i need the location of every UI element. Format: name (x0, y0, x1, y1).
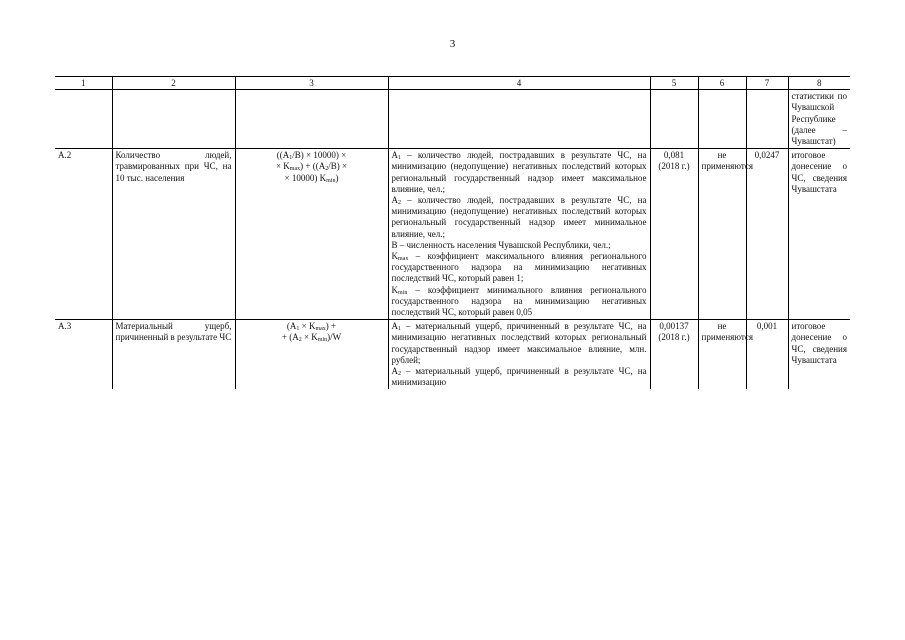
description-item-kmax: $K_{max}$ – коэффициент максимального влияния регионального государственного надзора на минимизацию негативных последствий ЧС, который равен 1; (391, 251, 647, 284)
indicator-description (388, 149, 650, 320)
data-source-cell: статистики по Чувашской Республике (далее – Чувашстат) (788, 90, 850, 149)
description-item-kmin: $K_{min}$ – коэффициент минимального влияния регионального государственного надзора на минимизацию негативных последствий ЧС, который равен 0,05 (391, 284, 647, 318)
page-number: 3 (449, 38, 456, 50)
column-number: 5 (650, 77, 698, 90)
description-item-a1: $А_1$ – материальный ущерб, причиненный в результате ЧС, на минимизацию негативных последствий которых региональный государственный надзор имеет максимальное влияние, млн. рублей; (391, 321, 647, 365)
table-row-continuation (55, 90, 850, 149)
indicator-code: А.3 (55, 320, 112, 390)
target-value: 0,0247 (746, 149, 788, 320)
indicator-name: Материальный ущерб, причиненный в результате ЧС (112, 320, 235, 390)
column-number: 8 (788, 77, 850, 90)
description-item-b: В – численность населения Чувашской Республики, чел.; (391, 239, 611, 250)
column-6-value: не применяются (698, 320, 746, 390)
indicator-code: А.2 (55, 149, 112, 320)
data-source-cell: итоговое донесение о ЧС, сведения Чувашстата (788, 149, 850, 320)
indicator-name: Количество людей, травмированных при ЧС, на 10 тыс. населения (112, 149, 235, 320)
table-row-a3 (55, 320, 850, 390)
data-source-cell: итоговое донесение о ЧС, сведения Чувашстата (788, 320, 850, 390)
description-item-a2: $А_2$ – материальный ущерб, причиненный в результате ЧС, на минимизацию (391, 366, 647, 388)
target-value: 0,001 (746, 320, 788, 390)
table-row-a2 (55, 149, 850, 320)
column-number: 4 (388, 77, 650, 90)
column-number: 6 (698, 77, 746, 90)
indicator-formula: $(А_1 \times K_{max})$ + + $(А_2 \times K_{min})/W$ (235, 320, 388, 390)
description-item-a2: $А_2$ – количество людей, пострадавших в результате ЧС, на минимизацию (недопущение) негативных последствий которых региональный государственный надзор имеет минимальное влияние, чел.; (391, 195, 647, 239)
description-item-a1: $А_1$ – количество людей, пострадавших в результате ЧС, на минимизацию (недопущение) негативных последствий которых региональный государственный надзор имеет максимальное влияние, чел.; (391, 150, 647, 194)
base-value: 0,00137 (2018 г.) (650, 320, 698, 390)
column-6-value: не применяются (698, 149, 746, 320)
base-value: 0,081 (2018 г.) (650, 149, 698, 320)
indicator-description (388, 320, 650, 390)
column-number: 3 (235, 77, 388, 90)
column-number: 2 (112, 77, 235, 90)
column-number: 7 (746, 77, 788, 90)
indicator-table (55, 76, 850, 389)
column-number-row (55, 77, 850, 90)
column-number: 1 (55, 77, 112, 90)
indicator-formula: $((А_1/В) \times 10000)$ × × $K_{max}) + ((А_2/В)$ × × 10000) $K_{min}$) (235, 149, 388, 320)
